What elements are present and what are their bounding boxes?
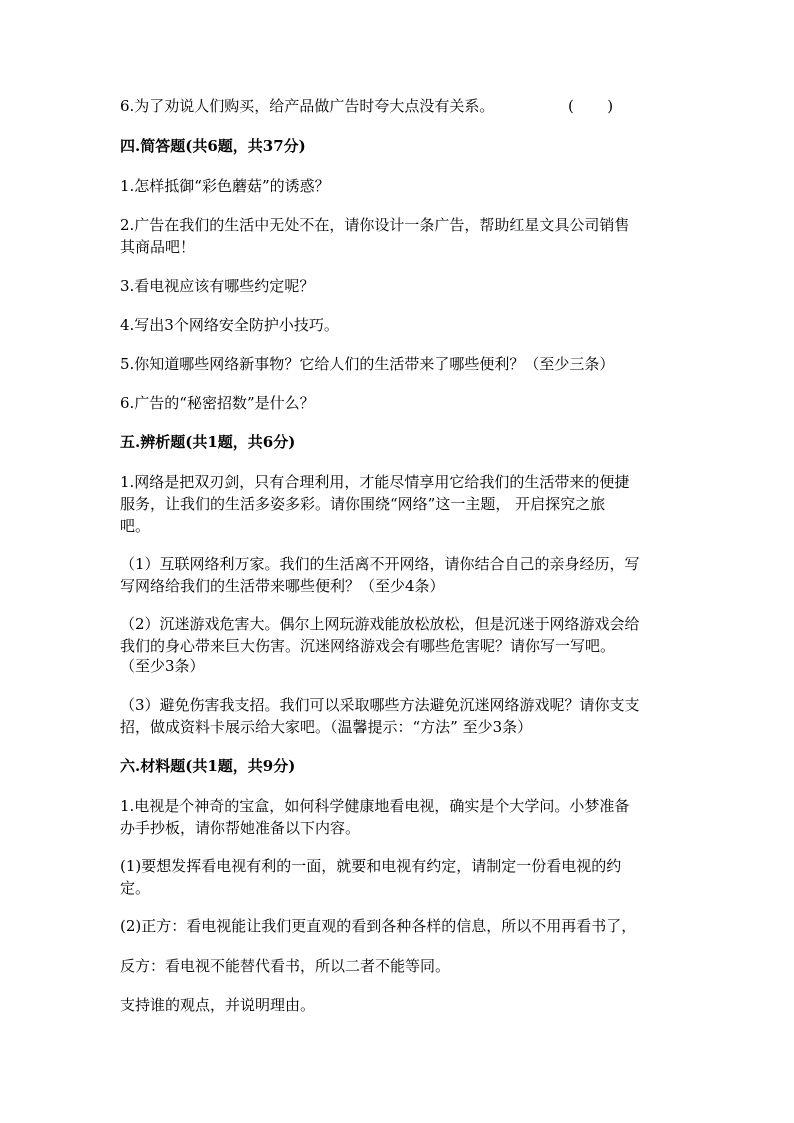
s4-question-3: 3.看电视应该有哪些约定呢？ <box>120 277 315 295</box>
section-4-heading: 四.简答题(共6题，共37分) <box>120 137 306 155</box>
s4-question-1: 1.怎样抵御“彩色蘑菇”的诱惑？ <box>120 177 330 195</box>
s4-question-2-line-2: 其商品吧！ <box>120 238 196 256</box>
question-6-text: 6.为了劝说人们购买，给产品做广告时夸大点没有关系。 <box>120 97 495 115</box>
answer-blank[interactable]: ( ) <box>568 97 614 115</box>
s6-part2-ask: 支持谁的观点，并说明理由。 <box>120 996 316 1014</box>
s4-question-4: 4.写出3个网络安全防护小技巧。 <box>120 316 339 334</box>
s5-intro-line-2: 服务，让我们的生活多姿多彩。请你围绕“网络”这一主题， 开启探究之旅 <box>120 495 606 513</box>
s6-part1-line-1: (1)要想发挥看电视有利的一面，就要和电视有约定，请制定一份看电视的约 <box>120 857 622 875</box>
s6-part2-con: 反方：看电视不能替代看书，所以二者不能等同。 <box>120 957 451 975</box>
s6-intro-line-2: 办手抄板，请你帮她准备以下内容。 <box>120 819 361 837</box>
s4-question-2-line-1: 2.广告在我们的生活中无处不在，请你设计一条广告，帮助红星文具公司销售 <box>120 216 630 234</box>
s5-intro-line-3: 吧。 <box>120 517 151 535</box>
s5-intro-line-1: 1.网络是把双刃剑，只有合理利用，才能尽情享用它给我们的生活带来的便捷 <box>120 473 630 491</box>
s4-question-6: 6.广告的“秘密招数”是什么？ <box>120 394 315 412</box>
s5-sub2-line-1: （2）沉迷游戏危害大。偶尔上网玩游戏能放松放松，但是沉迷于网络游戏会给 <box>120 615 640 633</box>
s6-part1-line-2: 定。 <box>120 879 151 897</box>
s5-sub1-line-1: （1）互联网络利万家。我们的生活离不开网络，请你结合自己的亲身经历，写 <box>120 555 640 573</box>
s5-sub2-line-2: 我们的身心带来巨大伤害。沉迷网络游戏会有哪些危害呢？请你写一写吧。 <box>120 637 616 655</box>
section-6-heading: 六.材料题(共1题，共9分) <box>120 757 296 775</box>
s6-intro-line-1: 1.电视是个神奇的宝盒，如何科学健康地看电视，确实是个大学问。小梦准备 <box>120 797 630 815</box>
s5-sub2-line-3: （至少3条） <box>120 657 205 675</box>
s5-sub1-line-2: 写网络给我们的生活带来哪些便利？（至少4条） <box>120 577 445 595</box>
s5-sub3-line-2: 招，做成资料卡展示给大家吧。（温馨提示：“方法” 至少3条） <box>120 718 533 736</box>
s4-question-5: 5.你知道哪些网络新事物？它给人们的生活带来了哪些便利？（至少三条） <box>120 355 615 373</box>
s5-sub3-line-1: （3）避免伤害我支招。我们可以采取哪些方法避免沉迷网络游戏呢？请你支支 <box>120 696 640 714</box>
s6-part2-pro: (2)正方：看电视能让我们更直观的看到各种各样的信息，所以不用再看书了， <box>120 917 637 935</box>
section-5-heading: 五.辨析题(共1题，共6分) <box>120 433 296 451</box>
